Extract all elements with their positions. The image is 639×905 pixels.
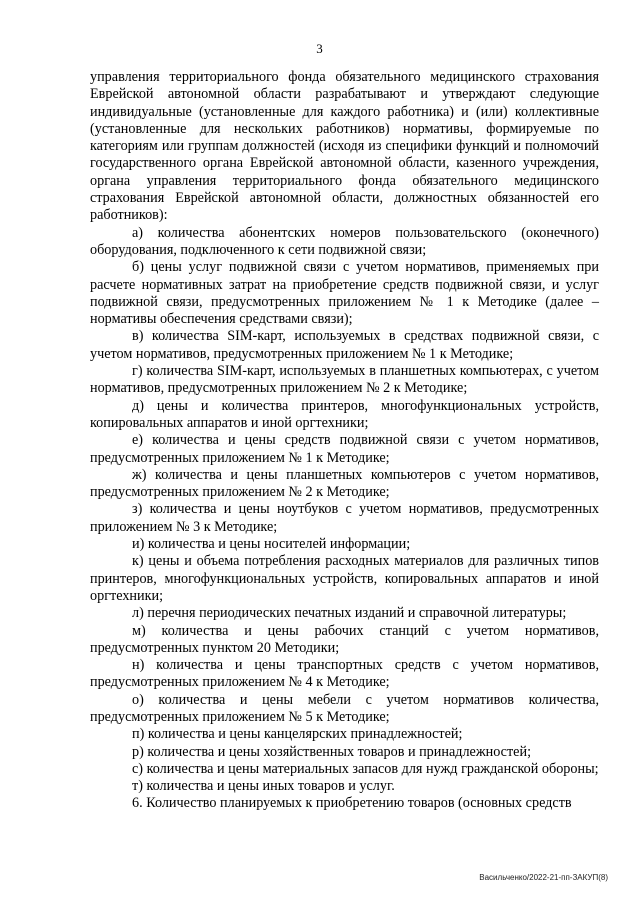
list-item-t: т) количества и цены иных товаров и услуг.: [132, 778, 395, 795]
list-item-l: л) перечня периодических печатных изданий и справочной литературы;: [132, 605, 567, 622]
list-item-m: м) количества и цены рабочих станций с учетом нормативов, предусмотренных пунктом 20 Методики;: [90, 622, 599, 656]
list-item-e: е) количества и цены средств подвижной связи с учетом нормативов, предусмотренных приложением № 1 к Методике;: [90, 432, 599, 466]
list-item-s: с) количества и цены материальных запасов для нужд гражданской обороны;: [132, 760, 599, 777]
list-item-z: з) количества и цены ноутбуков с учетом нормативов, предусмотренных приложением № 3 к Методике;: [90, 501, 599, 535]
list-item-p: п) количества и цены канцелярских принадлежностей;: [132, 726, 463, 743]
document-body: [90, 69, 599, 813]
list-item-b: б) цены услуг подвижной связи с учетом нормативов, применяемых при расчете нормативных затрат на приобретение средств подвижной связи, и услуг подвижной связи, предусмотренных приложением № 1 к Методике (далее – нормативы обеспечения средствами связи);: [90, 259, 599, 328]
list-item-i: и) количества и цены носителей информации;: [132, 536, 411, 553]
footer-document-code: Васильченко/2022-21-пп-ЗАКУП(8): [479, 873, 608, 882]
list-item-g: г) количества SIM-карт, используемых в планшетных компьютерах, с учетом нормативов, предусмотренных приложением № 2 к Методике;: [90, 363, 599, 397]
page-number: 3: [316, 41, 323, 56]
list-item-a: а) количества абонентских номеров пользовательского (оконечного) оборудования, подключенного к сети подвижной связи;: [90, 224, 599, 258]
list-item-d: д) цены и количества принтеров, многофункциональных устройств, копировальных аппаратов и иной оргтехники;: [90, 397, 599, 431]
list-item-k: к) цены и объема потребления расходных материалов для различных типов принтеров, многофункциональных устройств, копировальных аппаратов и иной оргтехники;: [90, 553, 599, 604]
list-item-o: о) количества и цены мебели с учетом нормативов количества, предусмотренных приложением № 5 к Методике;: [90, 691, 599, 725]
list-item-zh: ж) количества и цены планшетных компьютеров с учетом нормативов, предусмотренных приложением № 2 к Методике;: [90, 466, 599, 501]
list-item-v: в) количества SIM-карт, используемых в средствах подвижной связи, с учетом нормативов, предусмотренных приложением № 1 к Методике;: [90, 328, 599, 362]
list-item-r: р) количества и цены хозяйственных товаров и принадлежностей;: [132, 743, 532, 760]
list-item-n: н) количества и цены транспортных средств с учетом нормативов, предусмотренных приложением № 4 к Методике;: [90, 657, 599, 691]
paragraph-6: 6. Количество планируемых к приобретению товаров (основных средств: [132, 795, 572, 812]
paragraph-intro: управления территориального фонда обязательного медицинского страхования Еврейской автономной области разрабатывают и утверждают следующие индивидуальные (установленные для каждого работника) и (или) коллективные (установленные для нескольких работников) нормативы, формируемые по категориям или группам должностей (исходя из специфики функций и полномочий государственного органа Еврейской автономной области, казенного учреждения, органа управления территориального фонда обязательного медицинского страхования Еврейской автономной области, должностных обязанностей его работников):: [90, 69, 599, 224]
